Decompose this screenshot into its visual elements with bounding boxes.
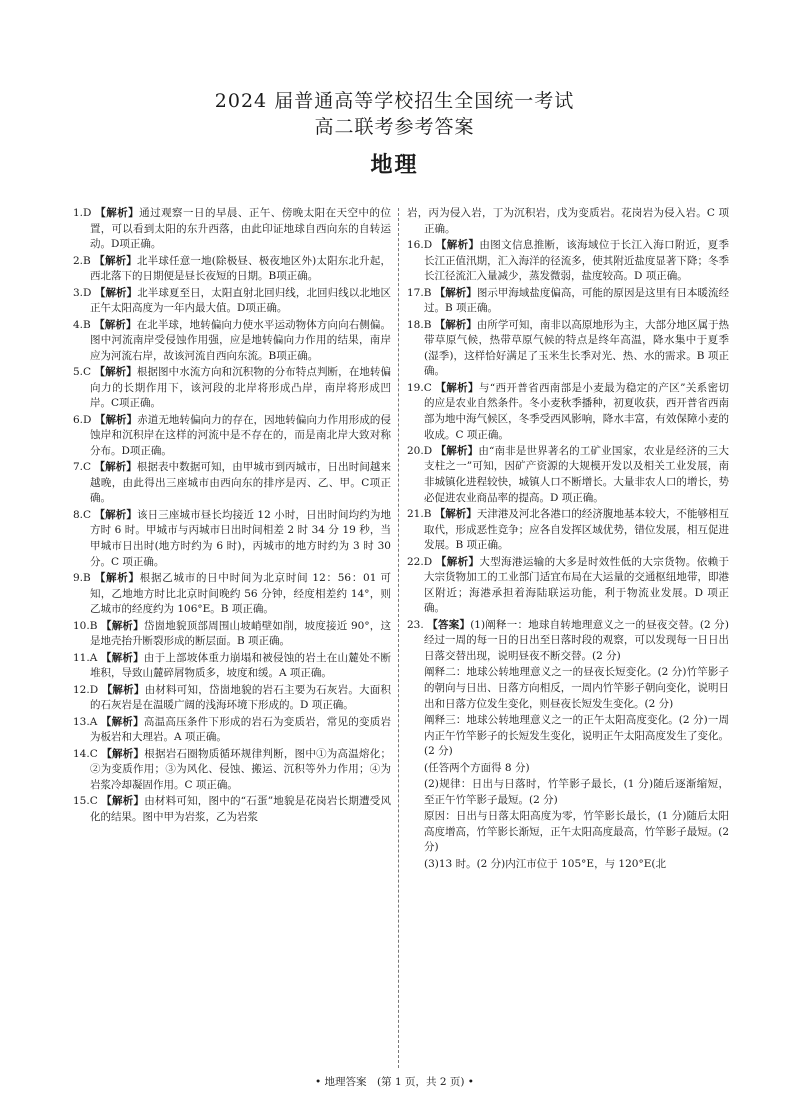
answer-text: (1)阐释一：地球自转地理意义之一的昼夜交替。(2 分)经过一周的每一日的日出至日落时段的观察，可以发现每一日日出日落交替出现，说明昼夜不断交替。(2 分) [424, 618, 730, 662]
analysis-tag: 【解析】 [100, 651, 144, 664]
analysis-tag: 【答案】 [427, 618, 471, 631]
answer-item [73, 619, 391, 650]
analysis-tag: 【解析】 [435, 381, 479, 394]
analysis-tag: 【解析】 [434, 508, 477, 521]
answer-text: 根据图中水流方向和沉积物的分布特点判断，在地转偏向力的长期作用下，该河段的北岸将形成凸岸，南岸将形成凹岸。C项正确。 [90, 366, 392, 410]
answer-number: 12.D [73, 683, 99, 696]
answer-text: 根据表中数据可知，由甲城市到丙城市，日出时间越来越晚，由此得出三座城市由西向东的排序是丙、乙、甲。C项正确。 [90, 461, 392, 505]
answer-text: 图示甲海域盐度偏高，可能的原因是这里有日本暖流经过。B 项正确。 [424, 286, 730, 315]
answer-text: 根据乙城市的日中时间为北京时间 12：56：01 可知，乙地地方时比北京时间晚约 56 分钟，经度相差约 14°，则乙城市的经度约为 106°E。B 项正确。 [90, 572, 391, 616]
analysis-tag: 【解析】 [434, 318, 477, 331]
analysis-tag: 【解析】 [435, 238, 480, 251]
answer-item [73, 683, 391, 714]
answer-text: 岩，丙为侵入岩，丁为沉积岩，戊为变质岩。花岗岩为侵入岩。C 项正确。 [407, 207, 729, 235]
answer-item [73, 318, 391, 365]
answer-number: 17.B [407, 286, 432, 299]
analysis-tag: 【解析】 [95, 207, 140, 219]
answer-item [73, 365, 391, 412]
answer-number: 10.B [73, 619, 98, 632]
exam-subtitle: 高二联考参考答案 [314, 116, 475, 138]
answer-item [73, 413, 391, 460]
answer-number: 20.D [407, 444, 433, 457]
analysis-tag: 【解析】 [101, 683, 145, 696]
answer-number: 16.D [407, 238, 433, 251]
answer-item [407, 618, 729, 665]
answer-paragraph: 阐释三：地球公转地理意义之一的正午太阳高度变化。(2 分)一周内正午竹竿影子的长短发生变化，说明正午太阳高度发生了变化。(2 分) [424, 713, 729, 758]
page-footer: • 地理答案 (第 1 页，共 2 页) • [315, 1076, 474, 1088]
answer-item [407, 444, 729, 506]
answer-number: 22.D [407, 555, 433, 568]
analysis-tag: 【解析】 [101, 795, 145, 808]
answer-item [73, 571, 391, 618]
answer-number: 15.C [73, 795, 98, 808]
answer-paragraph: (任答两个方面得 8 分) [424, 761, 530, 774]
answer-number: 21.B [407, 508, 432, 521]
analysis-tag: 【解析】 [434, 286, 477, 299]
answer-paragraph: (3)13 时。(2 分)内江市位于 105°E，与 120°E(北 [424, 857, 666, 870]
answer-item [73, 286, 391, 317]
answer-item [73, 794, 391, 825]
answer-item [73, 254, 391, 285]
answer-text: 与“西开普省西南部是小麦最为稳定的产区”关系密切的应是农业自然条件。冬小麦秋季播种，初夏收获，西开普省西南部为地中海气候区，冬季受西风影响，降水丰富，有效保障小麦的收成。C 项正确。 [424, 381, 729, 441]
answer-number: 8.C [73, 508, 92, 521]
answer-text: 在北半球，地转偏向力使水平运动物体方向向右侧偏。图中河流南岸受侵蚀作用强，应是地转偏向力作用的结果，南岸应为河流右岸，故该河流自西向东流。B项正确。 [90, 318, 392, 362]
answer-number: 13.A [73, 715, 98, 728]
answer-text: 由图文信息推断，该海域位于长江入海口附近，夏季长江正值汛期，汇入海洋的径流多，使其附近盐度显著下降；冬季长江径流汇入量减少，蒸发微弱，盐度较高。D 项正确。 [424, 238, 730, 283]
answer-text: 由“南非是世界著名的工矿业国家，农业是经济的三大支柱之一”可知，因矿产资源的大规模开发以及相关工业发展，南非城镇化进程较快，城镇人口不断增长。大量非农人口的增长，势必促进农业商品率的提高。D 项正确。 [424, 444, 730, 504]
answer-paragraph: (2)规律：日出与日落时，竹竿影子最长，(1 分)随后逐渐缩短，至正午竹竿影子最短。(2 分) [424, 777, 729, 806]
answer-number: 6.D [73, 413, 92, 426]
answer-text: 天津港及河北各港口的经济腹地基本较大，不能够相互取代，形成恶性竞争；应各自发挥区域优势，错位发展，相互促进发展。B 项正确。 [424, 508, 730, 552]
answer-number: 23. [407, 618, 424, 631]
answer-item [73, 508, 391, 570]
analysis-tag: 【解析】 [101, 747, 145, 760]
answer-item [73, 747, 391, 794]
analysis-tag: 【解析】 [94, 318, 137, 331]
answer-item [73, 460, 391, 507]
answer-item [73, 715, 391, 746]
answer-number: 7.C [73, 461, 92, 474]
answer-number: 11.A [73, 651, 98, 664]
answer-item [407, 238, 729, 285]
answer-number: 3.D [73, 286, 92, 299]
analysis-tag: 【解析】 [100, 715, 144, 728]
answer-text: 岱崮地貌顶部周围山坡峭壁如削，坡度接近 90°，这是地壳抬升断裂形成的断层面。B 项正确。 [90, 619, 392, 648]
answer-item [407, 318, 729, 380]
answer-paragraph: 阐释二：地球公转地理意义之一的昼夜长短变化。(2 分)竹竿影子的朝向与日出、日落方向相反，一周内竹竿影子朝向变化，说明日出和日落方位发生变化，则昼夜长短发生变化。(2 分) [424, 666, 729, 710]
answer-number: 14.C [73, 747, 98, 760]
answer-paragraph: 原因：日出与日落太阳高度为零，竹竿影长最长，(1 分)随后太阳高度增高，竹竿影长渐短，正午太阳高度最高，竹竿影子最短。(2 分) [424, 809, 729, 854]
answer-number: 19.C [407, 381, 432, 394]
answer-number: 18.B [407, 318, 432, 331]
answer-item [407, 381, 729, 443]
analysis-tag: 【解析】 [94, 254, 137, 267]
column-divider [398, 208, 399, 1068]
analysis-tag: 【解析】 [100, 619, 144, 632]
analysis-tag: 【解析】 [94, 572, 140, 585]
analysis-tag: 【解析】 [435, 555, 480, 568]
answer-text: 由材料可知，图中的“石蛋”地貌是花岗岩长期遭受风化的结果。图中甲为岩浆，乙为岩浆 [90, 795, 391, 823]
answer-item [407, 555, 729, 617]
answer-number: 2.B [73, 254, 91, 267]
analysis-tag: 【解析】 [94, 508, 138, 521]
analysis-tag: 【解析】 [94, 286, 138, 299]
answer-text: 大型海港运输的大多是时效性低的大宗货物。依赖于大宗货物加工的工业部门适宜布局在大运量的交通枢纽地带，即港区附近；海港承担着海陆联运功能，利于物流业发展。D 项正确。 [424, 555, 730, 615]
answer-text: 北半球夏至日，太阳直射北回归线，北回归线以北地区正午太阳高度为一年内最大值。D项正确。 [90, 286, 392, 315]
answer-number: 9.B [73, 572, 91, 585]
answer-item [407, 507, 729, 554]
document-header [0, 88, 789, 180]
answer-text: 根据岩石圈物质循环规律判断，图中①为高温熔化；②为变质作用；③为风化、侵蚀、搬运、沉积等外力作用；④为岩浆冷却凝固作用。C 项正确。 [90, 747, 391, 791]
answer-text: 该日三座城市昼长均接近 12 小时，日出时间均约为地方时 6 时。甲城市与丙城市日出时间相差 2 时 34 分 19 秒，当甲城市日出时(地方时约为 6 时)，丙城市的地方时约为 3 时 30 分。C 项正确。 [90, 508, 391, 568]
answer-text: 通过观察一日的早晨、正午、傍晚太阳在天空中的位置，可以看到太阳的东升西落，由此印证地球自西向东的自转运动。D项正确。 [90, 207, 392, 251]
left-column [73, 206, 391, 826]
answer-number: 4.B [73, 318, 91, 331]
answer-text: 高温高压条件下形成的岩石为变质岩，常见的变质岩为板岩和大理岩。A 项正确。 [90, 715, 392, 744]
answer-text: 由于上部坡体重力崩塌和被侵蚀的岩土在山麓处不断堆积，导致山麓碎屑物质多，坡度和缓。A 项正确。 [90, 651, 392, 680]
analysis-tag: 【解析】 [435, 444, 479, 457]
answer-number: 5.C [73, 366, 92, 379]
analysis-tag: 【解析】 [94, 413, 138, 426]
right-column [407, 206, 729, 873]
analysis-tag: 【解析】 [94, 366, 137, 379]
answer-item [73, 206, 391, 253]
analysis-tag: 【解析】 [94, 461, 137, 474]
answer-item [73, 651, 391, 682]
answer-text: 北半球任意一地(除极昼、极夜地区外)太阳东北升起，西北落下的日期便是昼长夜短的日期。B项正确。 [90, 254, 392, 283]
answer-item [407, 286, 729, 317]
answer-number: 1.D [73, 207, 92, 219]
answer-item [407, 206, 729, 237]
answer-text: 由所学可知，南非以高原地形为主，大部分地区属于热带草原气候，热带草原气候的特点是终年高温，降水集中于夏季(湿季)，这样恰好满足了玉米生长季对光、热、水的需求。B 项正确。 [424, 318, 730, 378]
exam-title: 2024 届普通高等学校招生全国统一考试 [214, 90, 575, 112]
answer-text: 赤道无地转偏向力的存在，因地转偏向力作用形成的侵蚀岸和沉积岸在这样的河流中是不存在的，而是南北岸大致对称分布。D项正确。 [90, 413, 392, 457]
answer-text: 由材料可知，岱崮地貌的岩石主要为石灰岩。大面积的石灰岩是在温暖广阔的浅海环境下形成的。D 项正确。 [90, 683, 392, 712]
subject-title: 地理 [370, 153, 419, 178]
